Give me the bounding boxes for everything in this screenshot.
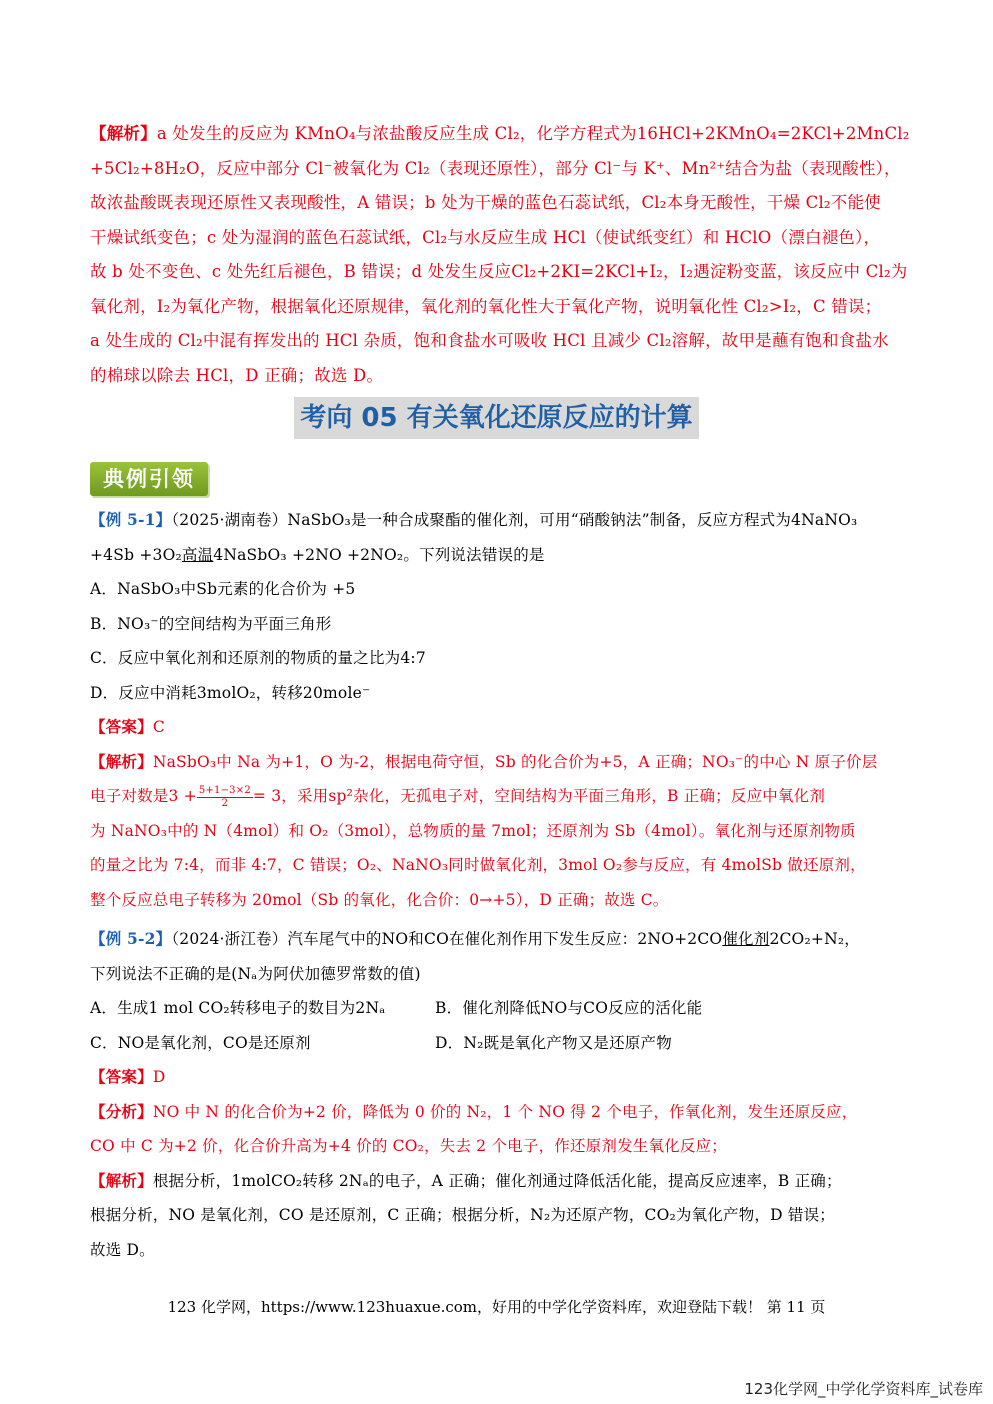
analysis-line: 的棉球以除去 HCl，D 正确；故选 D。 — [90, 365, 384, 385]
analysis-line: 根据分析，NO 是氧化剂，CO 是还原剂，C 正确；根据分析，N₂为还原产物，CO₂为氧化产物，D 错误； — [90, 1206, 835, 1224]
question-text: （2024·浙江卷）汽车尾气中的NO和CO在催化剂作用下发生反应：2NO+2CO — [171, 930, 723, 948]
analysis-line: 的量之比为 7:4，而非 4:7，C 错误；O₂、NaNO₃同时做氧化剂，3mol O₂参与反应，有 4molSb 做还原剂， — [90, 856, 866, 874]
option-d: D．反应中消耗3molO₂，转移20mole⁻ — [90, 683, 371, 702]
option-c: C．NO是氧化剂，CO是还原剂 — [90, 1033, 311, 1052]
option-a: A．生成1 mol CO₂转移电子的数目为2Nₐ — [90, 999, 386, 1017]
example-5-1 — [90, 503, 912, 917]
option-c: C．反应中氧化剂和还原剂的物质的量之比为4:7 — [90, 649, 426, 667]
analysis-tag: 【解析】 — [90, 124, 157, 143]
option-a: A．NaSbO₃中Sb元素的化合价为 +5 — [90, 580, 356, 598]
analysis-line: 电子对数是3 + — [90, 787, 197, 805]
section-title: 考向 05 有关氧化还原反应的计算 — [294, 397, 698, 439]
analysis-line: 故选 D。 — [90, 1240, 155, 1259]
analysis-line: a 处发生的反应为 KMnO₄与浓盐酸反应生成 Cl₂，化学方程式为16HCl+2KMnO₄=2KCl+2MnCl₂ — [156, 124, 910, 143]
analysis-line: NO 中 N 的化合价为+2 价，降低为 0 价的 N₂，1 个 NO 得 2 个电子，作氧化剂，发生还原反应， — [152, 1102, 858, 1121]
analysis-line: 整个反应总电子转移为 20mol（Sb 的氧化，化合价：0→+5），D 正确；故选 C。 — [90, 890, 669, 909]
analysis-line: CO 中 C 为+2 价，化合价升高为+4 价的 CO₂，失去 2 个电子，作还原剂发生氧化反应； — [90, 1137, 727, 1155]
example-tag: 【例 5-1】 — [90, 510, 172, 529]
reaction-condition: 高温 — [181, 545, 214, 564]
analysis-line: +5Cl₂+8H₂O，反应中部分 Cl⁻被氧化为 Cl₂（表现还原性），部分 Cl⁻与 K⁺、Mn²⁺结合为盐（表现酸性）， — [90, 158, 901, 178]
analysis-line: 根据分析，1molCO₂转移 2Nₐ的电子，A 正确；催化剂通过降低活化能，提高反应速率，B 正确； — [152, 1171, 842, 1190]
question-text: +4Sb +3O₂ — [90, 545, 182, 564]
question-text: 下列说法不正确的是(Nₐ为阿伏加德罗常数的值) — [90, 964, 421, 983]
answer-value: C — [152, 718, 165, 736]
fraction-denominator: 2 — [221, 797, 229, 809]
option-d: D．N₂既是氧化产物又是还原产物 — [435, 1033, 672, 1052]
analysis-line: a 处生成的 Cl₂中混有挥发出的 HCl 杂质，饱和食盐水可吸收 HCl 且减少 Cl₂溶解，故甲是蘸有饱和食盐水 — [90, 331, 889, 350]
analysis-tag: 【解析】 — [90, 1170, 153, 1190]
analysis-line: = 3，采用sp²杂化，无孤电子对，空间结构为平面三角形，B 正确；反应中氧化剂 — [252, 787, 826, 805]
fraction-numerator: 5+1−3×2 — [198, 784, 251, 796]
option-b: B．催化剂降低NO与CO反应的活化能 — [435, 999, 703, 1017]
question-text: 4NaSbO₃ +2NO +2NO₂。下列说法错误的是 — [213, 545, 545, 564]
example-tag: 【例 5-2】 — [90, 929, 172, 948]
analysis-line: 故浓盐酸既表现还原性又表现酸性，A 错误；b 处为干燥的蓝色石蕊试纸，Cl₂本身无酸性，干燥 Cl₂不能使 — [90, 193, 881, 212]
analysis-line: 故 b 处不变色、c 处先红后褪色，B 错误；d 处发生反应Cl₂+2KI=2KCl+I₂，I₂遇淀粉变蓝，该反应中 Cl₂为 — [90, 262, 908, 281]
question-text: （2025·湖南卷）NaSbO₃是一种合成聚酯的催化剂，可用“硝酸钠法”制备，反应方程式为4NaNO₃ — [171, 511, 858, 529]
watermark: 123化学网_中学化学资料库_试卷库 — [744, 1380, 983, 1398]
analysis-line: NaSbO₃中 Na 为+1，O 为-2，根据电荷守恒，Sb 的化合价为+5，A 正确；NO₃⁻的中心 N 原子价层 — [152, 752, 878, 771]
section-title-wrap — [0, 397, 993, 439]
option-b: B．NO₃⁻的空间结构为平面三角形 — [90, 614, 332, 633]
question-text: 2CO₂+N₂， — [769, 930, 860, 948]
answer-tag: 【答案】 — [90, 717, 153, 736]
example-5-2 — [90, 922, 912, 1267]
analysis-block-1 — [90, 117, 912, 393]
analysis-tag: 【解析】 — [90, 751, 153, 771]
answer-tag: 【答案】 — [90, 1067, 153, 1086]
analysis-tag: 【分析】 — [90, 1101, 153, 1121]
fraction — [197, 785, 253, 810]
answer-value: D — [152, 1068, 166, 1086]
reaction-condition: 催化剂 — [722, 930, 770, 948]
analysis-line: 氧化剂，I₂为氧化产物，根据氧化还原规律，氧化剂的氧化性大于氧化产物，说明氧化性 Cl₂>I₂，C 错误； — [90, 296, 882, 316]
example-banner: 典例引领 — [90, 462, 208, 496]
page-footer: 123 化学网，https://www.123huaxue.com，好用的中学化学资料库，欢迎登陆下载！ 第 11 页 — [167, 1298, 826, 1316]
analysis-line: 干燥试纸变色；c 处为湿润的蓝色石蕊试纸，Cl₂与水反应生成 HCl（使试纸变红）和 HClO（漂白褪色）， — [90, 227, 881, 247]
analysis-line: 为 NaNO₃中的 N（4mol）和 O₂（3mol），总物质的量 7mol；还原剂为 Sb（4mol）。氧化剂与还原剂物质 — [90, 821, 856, 840]
